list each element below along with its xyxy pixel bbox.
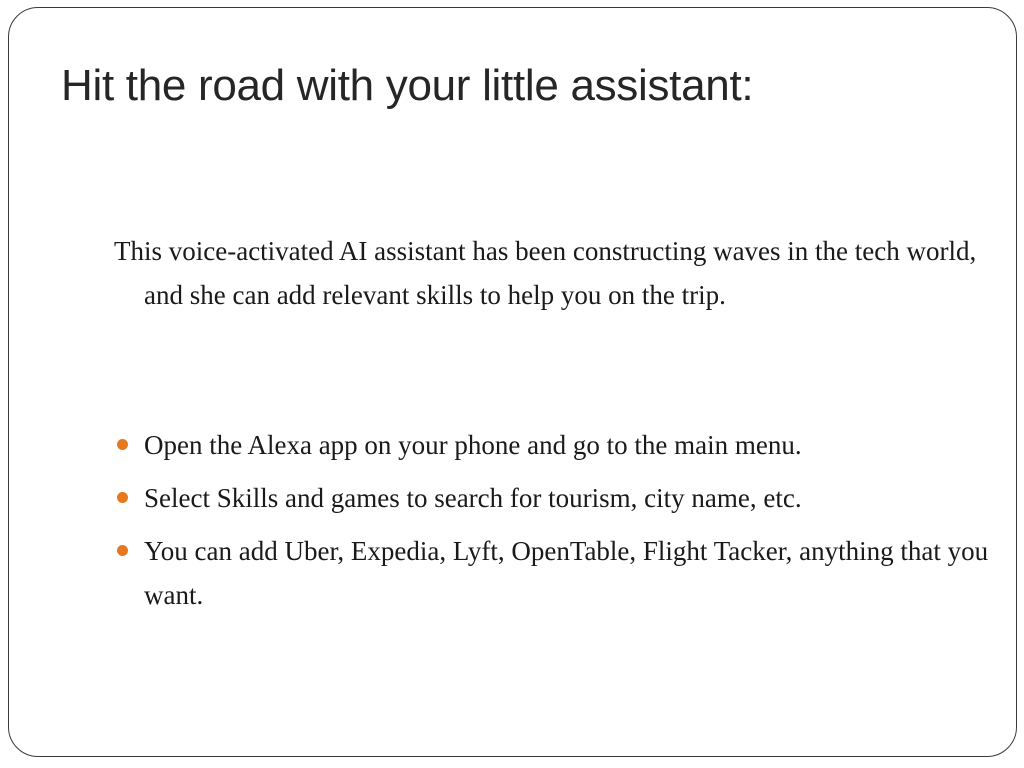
bullet-dot-icon xyxy=(117,492,128,503)
bullet-item xyxy=(114,423,994,467)
bullet-item xyxy=(114,529,994,617)
intro-paragraph: This voice-activated AI assistant has been constructing waves in the tech world, and she can add relevant skills to help you on the trip. xyxy=(114,236,977,310)
slide xyxy=(8,7,1017,757)
bullet-text: You can add Uber, Expedia, Lyft, OpenTable, Flight Tacker, anything that you want. xyxy=(144,536,989,610)
bullet-dot-icon xyxy=(117,439,128,450)
bullet-dot-icon xyxy=(117,545,128,556)
bullet-text: Open the Alexa app on your phone and go to the main menu. xyxy=(144,430,802,460)
bullet-text: Select Skills and games to search for tourism, city name, etc. xyxy=(144,483,802,513)
bullet-item xyxy=(114,476,994,520)
slide-title: Hit the road with your little assistant: xyxy=(61,61,754,110)
bullet-list xyxy=(114,423,994,626)
